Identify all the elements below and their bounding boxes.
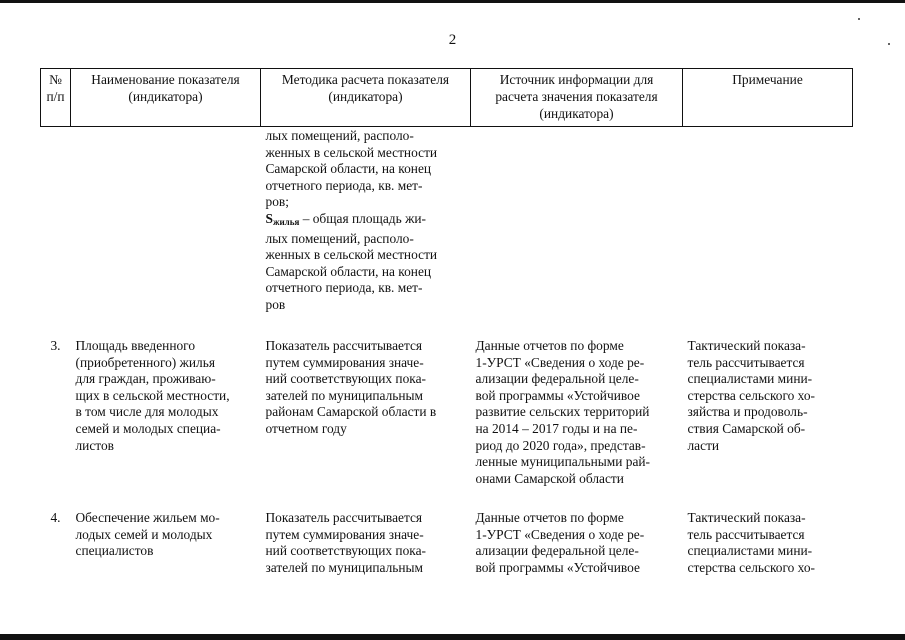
table-header-row [41,69,853,127]
cell-empty [71,127,261,339]
symbol-subscript: жилья [272,216,300,227]
scan-edge-top [0,0,905,3]
cell-empty [471,127,683,339]
table-row [41,510,853,576]
header-information-source: Источник информации для расчета значения показателя (индикатора) [471,69,683,127]
header-number: № п/п [41,69,71,127]
indicator-name: Обеспечение жильем мо- лодых семей и молодых специалистов [75,510,220,559]
scan-speck [858,18,860,20]
row-number: 4. [50,510,61,525]
header-note: Примечание [683,69,853,127]
table-row-continuation [41,127,853,339]
indicator-name: Площадь введенного (приобретенного) жилья для граждан, проживаю- щих в сельской местности, в том числе для молодых семей и молодых специа- листов [75,338,230,453]
cell-empty [41,127,71,339]
method-continuation-text: лых помещений, располо- женных в сельской местности Самарской области, на конец отчетного периода, кв. мет- ров; [265,128,438,210]
indicator-table [40,68,853,576]
calculation-method: Показатель рассчитывается путем суммирования значе- ний соответствующих пока- зателей по муниципальным районам Самарской области в отчетном году [265,338,437,436]
header-calculation-method: Методика расчета показателя (индикатора) [261,69,471,127]
cell-empty [683,127,853,339]
page-number: 2 [448,32,457,48]
note: Тактический показа- тель рассчитывается специалистами мини- стерства сельского хо- [687,510,816,575]
table-row [41,338,853,510]
header-indicator-name: Наименование показателя (индикатора) [71,69,261,127]
row-number: 3. [50,338,61,353]
calculation-method: Показатель рассчитывается путем суммирования значе- ний соответствующих пока- зателей по муниципальным [265,510,427,575]
cell-method-continuation [261,127,471,339]
information-source: Данные отчетов по форме 1-УРСТ «Сведения о ходе ре- ализации федеральной целе- вой программы «Устойчивое развитие сельских территорий на 2014 – 2017 годы и на пе- риод до 2020 года», представ- ленные муниципальными рай- онами Самарской области [475,338,651,486]
information-source: Данные отчетов по форме 1-УРСТ «Сведения о ходе ре- ализации федеральной целе- вой программы «Устойчивое [475,510,645,575]
scan-edge-bottom [0,634,905,640]
symbol-definition-text: – общая площадь жи- лых помещений, располо- женных в сельской местности Самарской области, на конец отчетного периода, кв. мет- ров [265,210,438,312]
symbol-definition [266,211,466,314]
note: Тактический показа- тель рассчитывается специалистами мини- стерства сельского хо- зяйства и продоволь- ствия Самарской об- ласти [687,338,816,453]
symbol-letter: S [265,210,273,226]
